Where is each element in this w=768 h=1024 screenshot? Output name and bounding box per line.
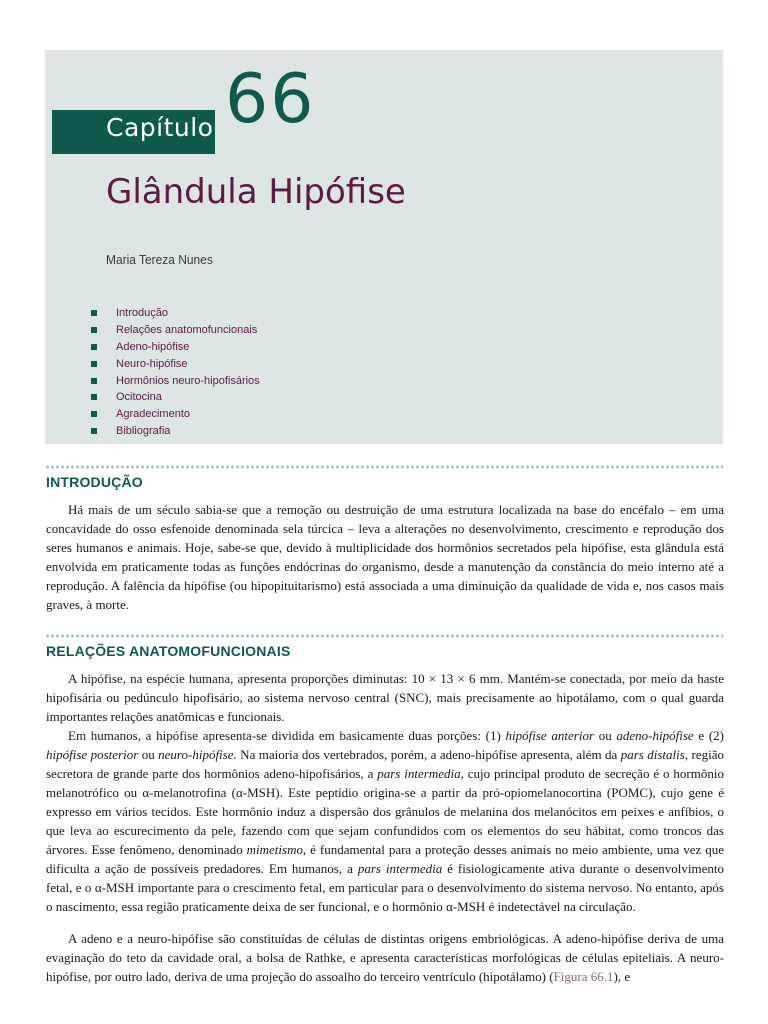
toc-item-label: Agradecimento — [116, 408, 190, 421]
relacoes-paragraph-2: Em humanos, a hipófise apresenta-se dividida em basicamente duas porções: (1) hipófise anterior ou adeno-hipófise e (2) hipófise posterior ou neuro-hipófise. Na maioria dos vertebrados, porém, a adeno-hipófise apresenta, além da pars distalis, região secretora de grande parte dos hormônios adeno-hipofisários, a pars intermedia, cujo principal produto de secreção é o hormônio melanotrófico ou α-melanotrofina (α-MSH). Este peptídio origina-se a partir da pró-opiomelanocortina (POMC), cujo gene é expresso em vários tecidos. Este hormônio induz a dispersão dos grânulos de melanina dos melanócitos em peixes e anfíbios, o que leva ao escurecimento da pele, fazendo com que sejam confundidos com os elementos do seu hábitat, como troncos das árvores. Esse fenômeno, denominado mimetismo, é fundamental para a proteção desses animais no meio ambiente, uma vez que dificulta a ação de possíveis predadores. Em humanos, a pars intermedia é fisiologicamente ativa durante o desenvolvimento fetal, e o α-MSH importante para o crescimento fetal, em particular para o desenvolvimento do sistema nervoso. No entanto, após o nascimento, essa região praticamente deixa de ser funcional, e o hormônio α-MSH é indetectável na circulação. — [46, 728, 724, 914]
term-italic: pars intermedia — [357, 861, 443, 876]
term-italic: pars intermedia — [377, 766, 461, 781]
intro-paragraph: Há mais de um século sabia-se que a remoção ou destruição de uma estrutura localizada na base do encéfalo – em uma concavidade do osso esfenoide denominada sela túrcica – leva a alterações no desenvolvimento, crescimento e reprodução dos seres humanos e animais. Hoje, sabe-se que, devido à multiplicidade dos hormônios secretados pela hipófise, esta glândula está envolvida em praticamente todas as funções endócrinas do organismo, desde a manutenção da constância do meio interno até a reprodução. A falência da hipófise (ou hipopituitarismo) está associada a uma diminuição da qualidade de vida e, nos casos mais graves, à morte. — [46, 502, 724, 612]
toc-item-label: Introdução — [116, 307, 168, 320]
toc-item[interactable] — [90, 406, 260, 423]
term-italic: neuro-hipófise. — [158, 747, 237, 762]
bullet-square-icon — [91, 428, 97, 434]
toc-item-label: Hormônios neuro-hipofisários — [116, 374, 260, 387]
section-divider — [45, 634, 723, 638]
term-italic: hipófise anterior — [505, 728, 595, 743]
section-heading-introducao: INTRODUÇÃO — [46, 474, 143, 490]
toc-item-label: Ocitocina — [116, 391, 162, 404]
bullet-square-icon — [91, 394, 97, 400]
bullet-square-icon — [91, 378, 97, 384]
term-italic: mimetismo — [246, 842, 303, 857]
relacoes-paragraph-1: A hipófise, na espécie humana, apresenta proporções diminutas: 10 × 13 × 6 mm. Mantém-se conectada, por meio da haste hipofisária ou pedúnculo hipofisário, ao sistema nervoso central (SNC), mais precisamente ao hipotálamo, com o qual guarda importantes relações anatômicas e funcionais. — [46, 671, 724, 724]
toc-item[interactable] — [90, 372, 260, 389]
chapter-number: 66 — [225, 60, 316, 139]
relacoes-paragraph-3: A adeno e a neuro-hipófise são constituídas de células de distintas origens embriológicas. A adeno-hipófise deriva de uma evaginação do teto da cavidade oral, a bolsa de Rathke, e apresenta características morfológicas de células epiteliais. A neuro-hipófise, por outro lado, deriva de uma projeção do assoalho do terceiro ventrículo (hipotálamo) (Figura 66.1), e — [46, 931, 724, 984]
bullet-square-icon — [91, 344, 97, 350]
toc-item[interactable] — [90, 339, 260, 356]
toc-item[interactable] — [90, 305, 260, 322]
bullet-square-icon — [91, 327, 97, 333]
chapter-author: Maria Tereza Nunes — [106, 252, 213, 267]
chapter-label: Capítulo — [106, 113, 214, 142]
toc-item[interactable] — [90, 389, 260, 406]
bullet-square-icon — [91, 361, 97, 367]
term-italic: adeno-hipófise — [616, 728, 694, 743]
term-italic: hipófise posterior — [46, 747, 139, 762]
toc-item[interactable] — [90, 355, 260, 372]
table-of-contents — [90, 305, 260, 439]
section-divider — [45, 465, 723, 469]
toc-item-label: Adeno-hipófise — [116, 340, 190, 353]
figure-reference-link[interactable]: Figura 66.1 — [553, 969, 614, 984]
toc-item[interactable] — [90, 322, 260, 339]
section-heading-relacoes: RELAÇÕES ANATOMOFUNCIONAIS — [46, 643, 291, 659]
toc-item-label: Bibliografia — [116, 424, 171, 437]
toc-item-label: Relações anatomofuncionais — [116, 324, 258, 337]
term-italic: pars distalis — [620, 747, 685, 762]
bullet-square-icon — [91, 411, 97, 417]
toc-item[interactable] — [90, 423, 260, 440]
toc-item-label: Neuro-hipófise — [116, 357, 188, 370]
chapter-title: Glândula Hipófise — [106, 172, 406, 212]
bullet-square-icon — [91, 310, 97, 316]
